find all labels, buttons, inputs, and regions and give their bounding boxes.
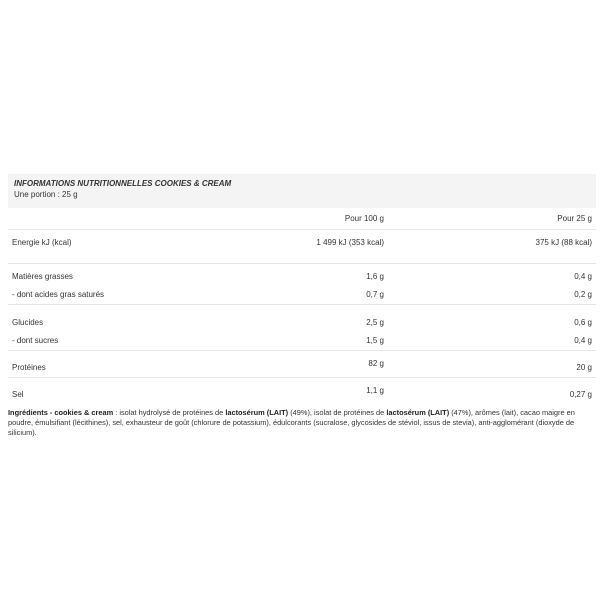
value-per-25g: 0,4 g xyxy=(574,272,592,281)
value-per-25g: 0,4 g xyxy=(388,332,596,351)
row-label: Protéines xyxy=(8,351,250,378)
value-per-25g: 20 g xyxy=(388,351,596,378)
value-per-25g: 0,2 g xyxy=(388,286,596,305)
table-row xyxy=(8,286,596,305)
table-row xyxy=(8,378,596,405)
allergen-lactoserum-1: lactosérum (LAIT) xyxy=(225,408,289,417)
allergen-lactoserum-2: lactosérum (LAIT) xyxy=(386,408,450,417)
ingredients-heading: Ingrédients - cookies & cream xyxy=(8,408,114,417)
row-label: Glucides xyxy=(12,318,44,327)
table-header-row xyxy=(8,208,596,230)
value-per-100g: 1 499 kJ (353 kcal) xyxy=(250,230,388,264)
value-per-100g: 2,5 g xyxy=(366,318,384,327)
nutrition-panel xyxy=(8,174,596,438)
row-label: - dont acides gras saturés xyxy=(8,286,250,305)
value-per-25g: 375 kJ (88 kcal) xyxy=(388,230,596,264)
nutrition-table xyxy=(8,208,596,404)
value-per-100g: 1,5 g xyxy=(250,332,388,351)
row-label: Matières grasses xyxy=(12,272,73,281)
serving-size: Une portion : 25 g xyxy=(14,190,78,199)
value-per-25g: 0,27 g xyxy=(569,390,592,399)
column-header-per-25g: Pour 25 g xyxy=(388,208,596,230)
ingredients-part-3: (47%), arômes (lait), cacao maigre en poudre, émulsifiant (lécithines), sel, exhausteur de goût (chlorure de potassium), édulcorants (sucralose, glycosides de stéviol, issus de stevia), anti-agglomérant (dioxyde de silicium). xyxy=(8,408,575,437)
value-per-100g: 1,1 g xyxy=(366,386,384,395)
table-row xyxy=(8,305,596,333)
value-per-100g: 1,6 g xyxy=(366,272,384,281)
row-label: Sel xyxy=(12,390,24,399)
table-row xyxy=(8,264,596,287)
table-row xyxy=(8,230,596,264)
ingredients-text xyxy=(8,408,596,438)
ingredients-part-2: (49%), isolat de protéines de xyxy=(288,408,387,417)
value-per-100g: 0,7 g xyxy=(250,286,388,305)
empty-header-cell xyxy=(8,208,250,230)
nutrition-title: INFORMATIONS NUTRITIONNELLES COOKIES & CREAM xyxy=(14,179,232,188)
column-header-per-100g: Pour 100 g xyxy=(250,208,388,230)
value-per-25g: 0,6 g xyxy=(574,318,592,327)
nutrition-header xyxy=(8,174,596,208)
value-per-100g: 82 g xyxy=(250,347,388,374)
row-label: - dont sucres xyxy=(8,332,250,351)
row-label: Energie kJ (kcal) xyxy=(8,230,250,264)
ingredients-part-1: : isolat hydrolysé de protéines de xyxy=(113,408,226,417)
